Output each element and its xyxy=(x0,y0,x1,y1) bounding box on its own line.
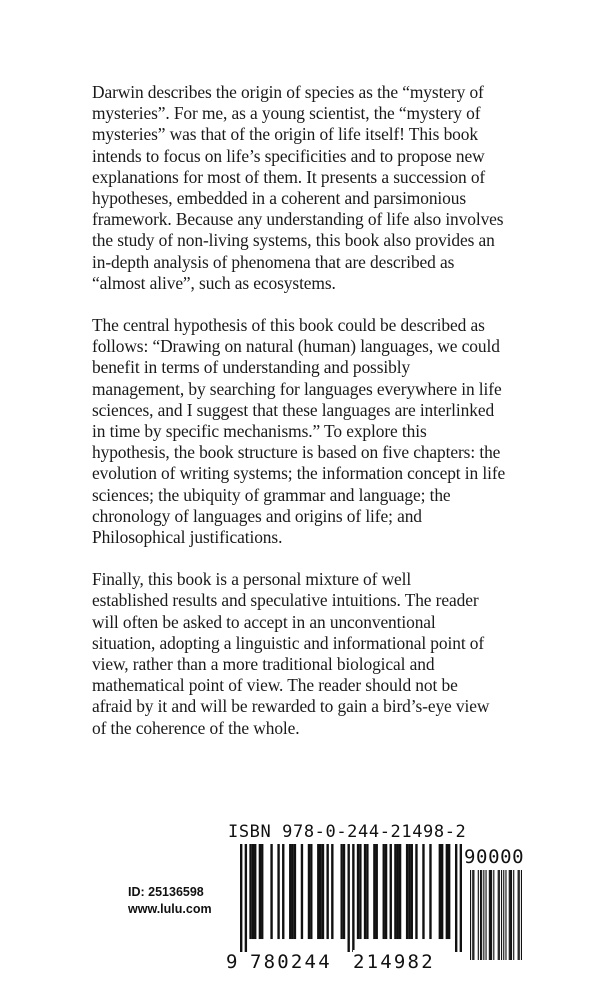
barcode-bar xyxy=(352,844,354,952)
text-line: the study of non-living systems, this book also provides an xyxy=(92,230,495,251)
text-line: hypotheses, embedded in a coherent and parsimonious xyxy=(92,188,467,209)
barcode-bar xyxy=(376,844,378,939)
text-line: intends to focus on life’s specificities and to propose new xyxy=(92,145,485,166)
publisher-id: ID: 25136598 xyxy=(128,885,204,899)
addon-bar xyxy=(511,870,512,960)
barcode-bar xyxy=(291,844,293,939)
addon-bar xyxy=(478,870,479,960)
barcode-bar xyxy=(277,844,279,939)
barcode-bar xyxy=(357,844,359,939)
text-line: “almost alive”, such as ecosystems. xyxy=(92,272,336,293)
text-line: benefit in terms of understanding and possibly xyxy=(92,357,411,378)
addon-bar xyxy=(485,870,486,960)
addon-bar xyxy=(473,870,474,960)
barcode-bar xyxy=(340,844,342,939)
addon-bar xyxy=(501,870,502,960)
barcode-bar xyxy=(319,844,321,939)
barcode-bar xyxy=(383,844,385,939)
barcode-bar xyxy=(385,844,387,939)
barcode-bar xyxy=(259,844,261,939)
barcode-bar xyxy=(439,844,441,939)
addon-bar xyxy=(480,870,481,960)
paragraph xyxy=(92,569,562,739)
ean13-barcode-bars xyxy=(240,844,462,952)
barcode-bar xyxy=(448,844,450,939)
barcode-bar xyxy=(397,844,399,939)
barcode-bar xyxy=(460,844,462,952)
isbn-barcode xyxy=(224,822,524,977)
text-line: in time by specific mechanisms.” To explore this xyxy=(92,421,427,442)
addon-bar xyxy=(489,870,490,960)
text-line: The central hypothesis of this book could be described as xyxy=(92,315,485,336)
barcode-digits-left: 780244 xyxy=(250,951,332,973)
addon-bar xyxy=(518,870,519,960)
addon-bar xyxy=(503,870,504,960)
barcode-bar xyxy=(373,844,375,939)
text-line: mathematical point of view. The reader should not be xyxy=(92,675,458,696)
barcode-bar xyxy=(422,844,424,939)
text-line: follows: “Drawing on natural (human) languages, we could xyxy=(92,336,500,357)
barcode-bar xyxy=(282,844,284,939)
text-line: afraid by it and will be rewarded to gain a bird’s-eye view xyxy=(92,696,490,717)
text-line: Philosophical justifications. xyxy=(92,527,283,548)
paragraph xyxy=(92,315,562,548)
addon-bar xyxy=(519,870,520,960)
barcode-bar xyxy=(394,844,396,939)
barcode-bar xyxy=(408,844,410,939)
barcode-bar xyxy=(446,844,448,939)
barcode-bar xyxy=(366,844,368,939)
barcode-bar xyxy=(254,844,256,939)
barcode-digit-lead: 9 xyxy=(226,951,240,973)
paragraph xyxy=(92,82,562,294)
text-line: in-depth analysis of phenomena that are described as xyxy=(92,251,455,272)
text-line: evolution of writing systems; the information concept in life xyxy=(92,463,506,484)
price-addon-bars xyxy=(470,870,522,960)
publisher-info xyxy=(128,884,212,918)
barcode-bar xyxy=(308,844,310,939)
barcode-bar xyxy=(249,844,251,939)
barcode-digits-right: 214982 xyxy=(353,951,435,973)
addon-bar xyxy=(505,870,506,960)
text-line: situation, adopting a linguistic and informational point of xyxy=(92,632,485,653)
barcode-bar xyxy=(289,844,291,939)
addon-bar xyxy=(490,870,491,960)
addon-bar xyxy=(483,870,484,960)
barcode-bar xyxy=(252,844,254,939)
barcode-bar xyxy=(406,844,408,939)
text-line: management, by searching for languages everywhere in life xyxy=(92,378,502,399)
addon-bar xyxy=(481,870,482,960)
barcode-bar xyxy=(331,844,333,939)
addon-bar xyxy=(509,870,510,960)
text-line: explanations for most of them. It presents a succession of xyxy=(92,166,486,187)
barcode-bar xyxy=(326,844,328,939)
barcode-digits xyxy=(224,950,469,974)
barcode-bar xyxy=(411,844,413,939)
barcode-bar xyxy=(441,844,443,939)
barcode-bar xyxy=(399,844,401,939)
publisher-website: www.lulu.com xyxy=(128,902,212,916)
addon-bar xyxy=(510,870,511,960)
text-line: view, rather than a more traditional biological and xyxy=(92,654,435,675)
barcode-bar xyxy=(261,844,263,939)
barcode-bar xyxy=(270,844,272,939)
barcode-bar xyxy=(390,844,392,939)
text-line: will often be asked to accept in an unconventional xyxy=(92,611,436,632)
barcode-bar xyxy=(415,844,417,939)
back-cover-blurb xyxy=(92,82,562,739)
text-line: sciences; the ubiquity of grammar and language; the xyxy=(92,484,451,505)
barcode-bar xyxy=(364,844,366,939)
barcode-bar xyxy=(240,844,242,952)
text-line: Darwin describes the origin of species as the “mystery of xyxy=(92,82,484,102)
barcode-bar xyxy=(429,844,431,939)
barcode-bar xyxy=(294,844,296,939)
barcode-bar xyxy=(455,844,457,952)
addon-bar xyxy=(493,870,494,960)
text-line: established results and speculative intuitions. The reader xyxy=(92,590,479,611)
barcode-bar xyxy=(322,844,324,939)
addon-bar xyxy=(513,870,514,960)
text-line: mysteries” was that of the origin of life itself! This book xyxy=(92,124,478,145)
barcode-bar xyxy=(245,844,247,952)
barcode-bar xyxy=(347,844,349,952)
addon-bar xyxy=(470,870,471,960)
text-line: mysteries”. For me, as a young scientist, the “mystery of xyxy=(92,103,481,124)
text-line: hypothesis, the book structure is based on five chapters: the xyxy=(92,442,501,463)
addon-bar xyxy=(472,870,473,960)
text-line: Finally, this book is a personal mixture of well xyxy=(92,569,412,590)
addon-bar xyxy=(491,870,492,960)
barcode-bar xyxy=(359,844,361,939)
text-line: sciences, and I suggest that these languages are interlinked xyxy=(92,399,495,420)
text-line: chronology of languages and origins of life; and xyxy=(92,505,422,526)
text-line: framework. Because any understanding of life also involves xyxy=(92,209,504,230)
addon-bar xyxy=(521,870,522,960)
barcode-bar xyxy=(310,844,312,939)
barcode-bar xyxy=(317,844,319,939)
addon-bar xyxy=(499,870,500,960)
isbn-label: ISBN 978-0-244-21498-2 xyxy=(228,822,467,842)
addon-bar xyxy=(498,870,499,960)
text-line: of the coherence of the whole. xyxy=(92,717,300,738)
barcode-bar xyxy=(343,844,345,939)
price-addon-digits: 90000 xyxy=(464,846,525,868)
barcode-bar xyxy=(301,844,303,939)
